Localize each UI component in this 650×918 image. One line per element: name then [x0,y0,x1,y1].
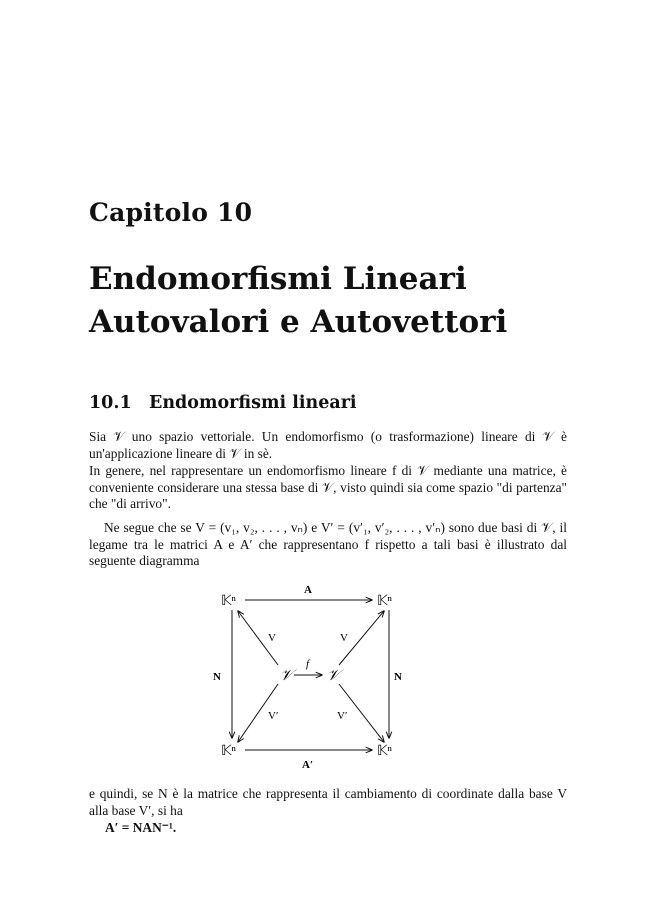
chapter-title-line-1: Endomorfismi Lineari [89,261,467,297]
paragraph-text: In genere, nel rappresentare un endomorfismo lineare f di 𝒱 mediante una matrice, è conveniente considerare una stessa base di 𝒱, visto quindi sia come spazio "di partenza" che "di arrivo". [89,463,567,511]
section-number: 10.1 [89,393,132,413]
label-left-arrow: N [213,671,221,683]
section-title: Endomorfismi lineari [149,393,357,413]
paragraph-text: e quindi, se N è la matrice che rappresenta il cambiamento di coordinate dalla base V alla base V′, si ha [89,786,567,818]
label-upper-right: V [340,632,348,644]
corner-top-right: 𝕂ⁿ [377,594,392,609]
paragraph-text: Sia 𝒱 uno spazio vettoriale. Un endomorfismo (o trasformazione) lineare di 𝒱 è un'applicazione lineare di 𝒱 in sè. [89,429,567,461]
label-lower-left: V′ [268,710,279,722]
corner-bottom-right: 𝕂ⁿ [377,744,392,759]
formula-similarity [105,820,405,837]
center-left-space: 𝒱 [280,668,293,684]
label-center-arrow: f [306,658,310,670]
chapter-title-line-2: Autovalori e Autovettori [89,304,508,340]
label-right-arrow: N [394,671,402,683]
center-right-space: 𝒱 [327,668,340,684]
paragraph-change-of-basis [89,786,567,819]
label-lower-right: V′ [337,710,348,722]
label-top-arrow: A [304,584,312,596]
label-bottom-arrow: A′ [302,759,314,771]
label-upper-left: V [268,632,276,644]
corner-bottom-left: 𝕂ⁿ [221,744,236,759]
corner-top-left: 𝕂ⁿ [221,594,236,609]
paragraph-text: Ne segue che se V = (v₁, v₂, . . . , vₙ) e V′ = (v′₁, v′₂, . . . , v′ₙ) sono due basi di 𝒱, il legame tra le matrici A e A′ che rappresentano f rispetto a tali basi è illustrato dal seguente diagramma [89,520,567,568]
chapter-label: Capitolo 10 [89,198,253,227]
formula-text: A′ = NAN⁻¹. [105,820,177,835]
